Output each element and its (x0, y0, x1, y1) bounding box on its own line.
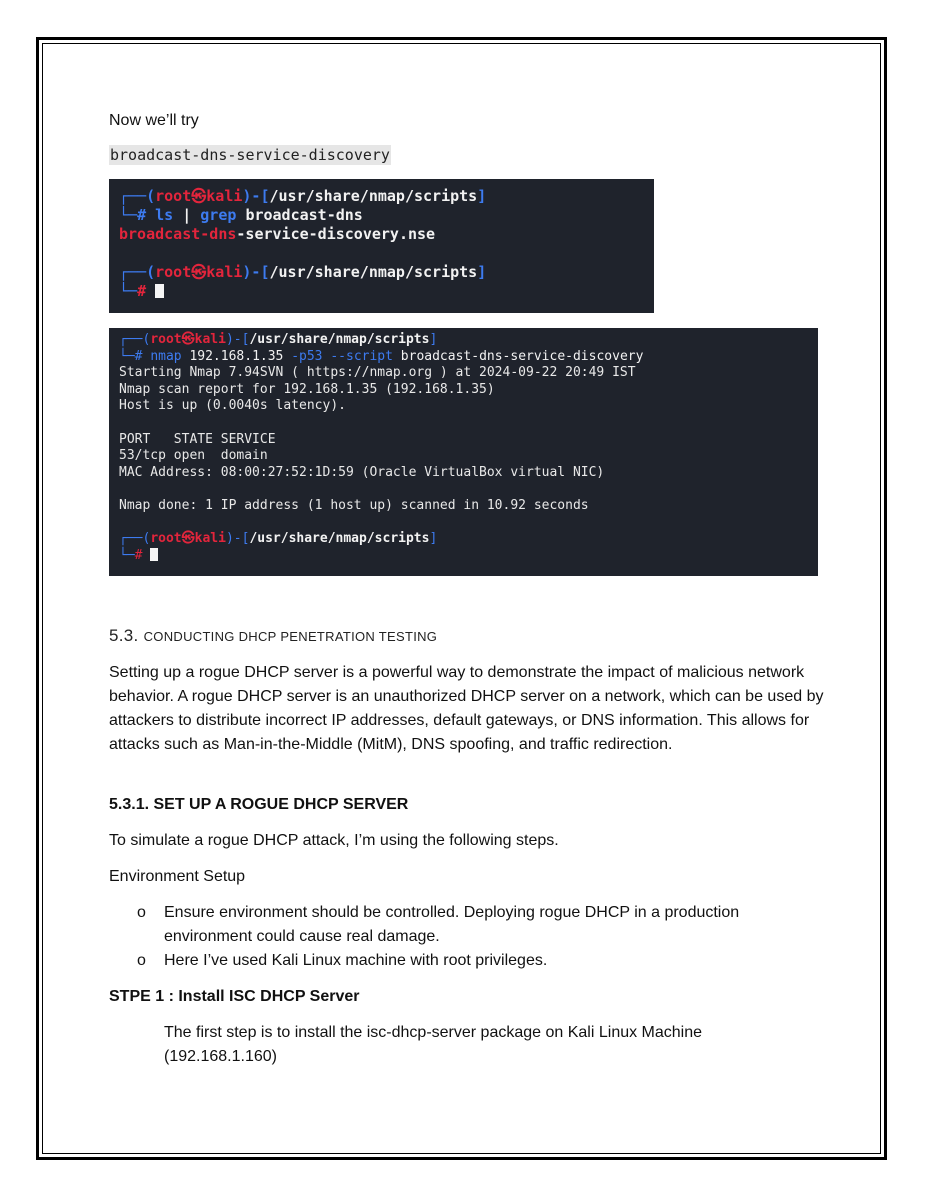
nmap-output-line: Starting Nmap 7.94SVN ( https://nmap.org ) at 2024-09-22 20:49 IST (119, 365, 636, 381)
terminal-output-line: broadcast-dns-service-discovery.nse (119, 225, 436, 243)
terminal-command-line: └─# nmap 192.168.1.35 -p53 --script broadcast-dns-service-discovery (119, 348, 644, 364)
bullet-text: Here I’ve used Kali Linux machine with root privileges. (164, 952, 548, 969)
nmap-output-line: Nmap scan report for 192.168.1.35 (192.168.1.35) (119, 381, 495, 397)
terminal-cursor (150, 548, 158, 561)
bullet-marker: o (137, 952, 146, 969)
intro-text: Now we’ll try (109, 112, 199, 129)
simulate-text: To simulate a rogue DHCP attack, I’m using the following steps. (109, 832, 559, 849)
bullet-text: Ensure environment should be controlled. Deploying rogue DHCP in a production environment could cause real damage. (164, 904, 740, 945)
terminal-screenshot-ls: ┌──(root㉿kali)-[/usr/share/nmap/scripts] └─# ls | grep broadcast-dns broadcast-dns-service-discovery.nse ┌──(root㉿kali)-[/usr/share/nmap/scripts] └─# (109, 179, 654, 313)
section-paragraph: Setting up a rogue DHCP server is a powerful way to demonstrate the impact of malicious network behavior. A rogue DHCP server is an unauthorized DHCP server on a network, which can be used by attackers to distribute incorrect IP addresses, default gateways, or DNS information. This allows for attacks such as Man-in-the-Middle (MitM), DNS spoofing, and traffic redirection. (109, 664, 824, 753)
step1-heading: STPE 1 : Install ISC DHCP Server (109, 988, 360, 1005)
terminal-screenshot-nmap: ┌──(root㉿kali)-[/usr/share/nmap/scripts] └─# nmap 192.168.1.35 -p53 --script broadcast-dns-service-discovery Starting Nmap 7.94SVN ( https://nmap.org ) at 2024-09-22 20:49 IST Nmap scan report for 192.168.1.35 (192.168.1.35) Host is up (0.0040s latency). PORT STATE SERVICE 53/tcp open domain MAC Address: 08:00:27:52:1D:59 (Oracle VirtualBox virtual NIC) Nmap done: 1 IP address (1 host up) scanned in 10.92 seconds ┌──(root㉿kali)-[/usr/share/nmap/scripts] └─# (109, 328, 818, 576)
nmap-output-line (119, 481, 808, 498)
terminal-prompt-line: ┌──(root㉿kali)-[/usr/share/nmap/scripts] (119, 332, 438, 347)
terminal-command-line: └─# ls | grep broadcast-dns (119, 206, 363, 224)
section-heading: 5.3. CONDUCTING DHCP PENETRATION TESTING (109, 626, 438, 645)
nmap-output-line: PORT STATE SERVICE (119, 431, 276, 447)
terminal-cursor (155, 284, 164, 298)
terminal-prompt-line: ┌──(root㉿kali)-[/usr/share/nmap/scripts] (119, 187, 487, 205)
script-name-code: broadcast-dns-service-discovery (110, 146, 390, 164)
nmap-output-line: 53/tcp open domain (119, 448, 268, 464)
terminal-prompt-line-2: ┌──(root㉿kali)-[/usr/share/nmap/scripts] (119, 531, 438, 547)
environment-setup-label: Environment Setup (109, 868, 246, 885)
subsection-heading: 5.3.1. SET UP A ROGUE DHCP SERVER (109, 796, 409, 813)
nmap-output-line (119, 415, 808, 432)
step1-text: The first step is to install the isc-dhcp-server package on Kali Linux Machine (192.168.1.160) (164, 1024, 703, 1065)
nmap-output-line: MAC Address: 08:00:27:52:1D:59 (Oracle VirtualBox virtual NIC) (119, 464, 605, 480)
terminal-prompt-line-2: ┌──(root㉿kali)-[/usr/share/nmap/scripts] (119, 263, 487, 281)
bullet-marker: o (137, 904, 146, 921)
nmap-output-line: Host is up (0.0040s latency). (119, 398, 346, 414)
nmap-output-line: Nmap done: 1 IP address (1 host up) scanned in 10.92 seconds (119, 497, 589, 513)
